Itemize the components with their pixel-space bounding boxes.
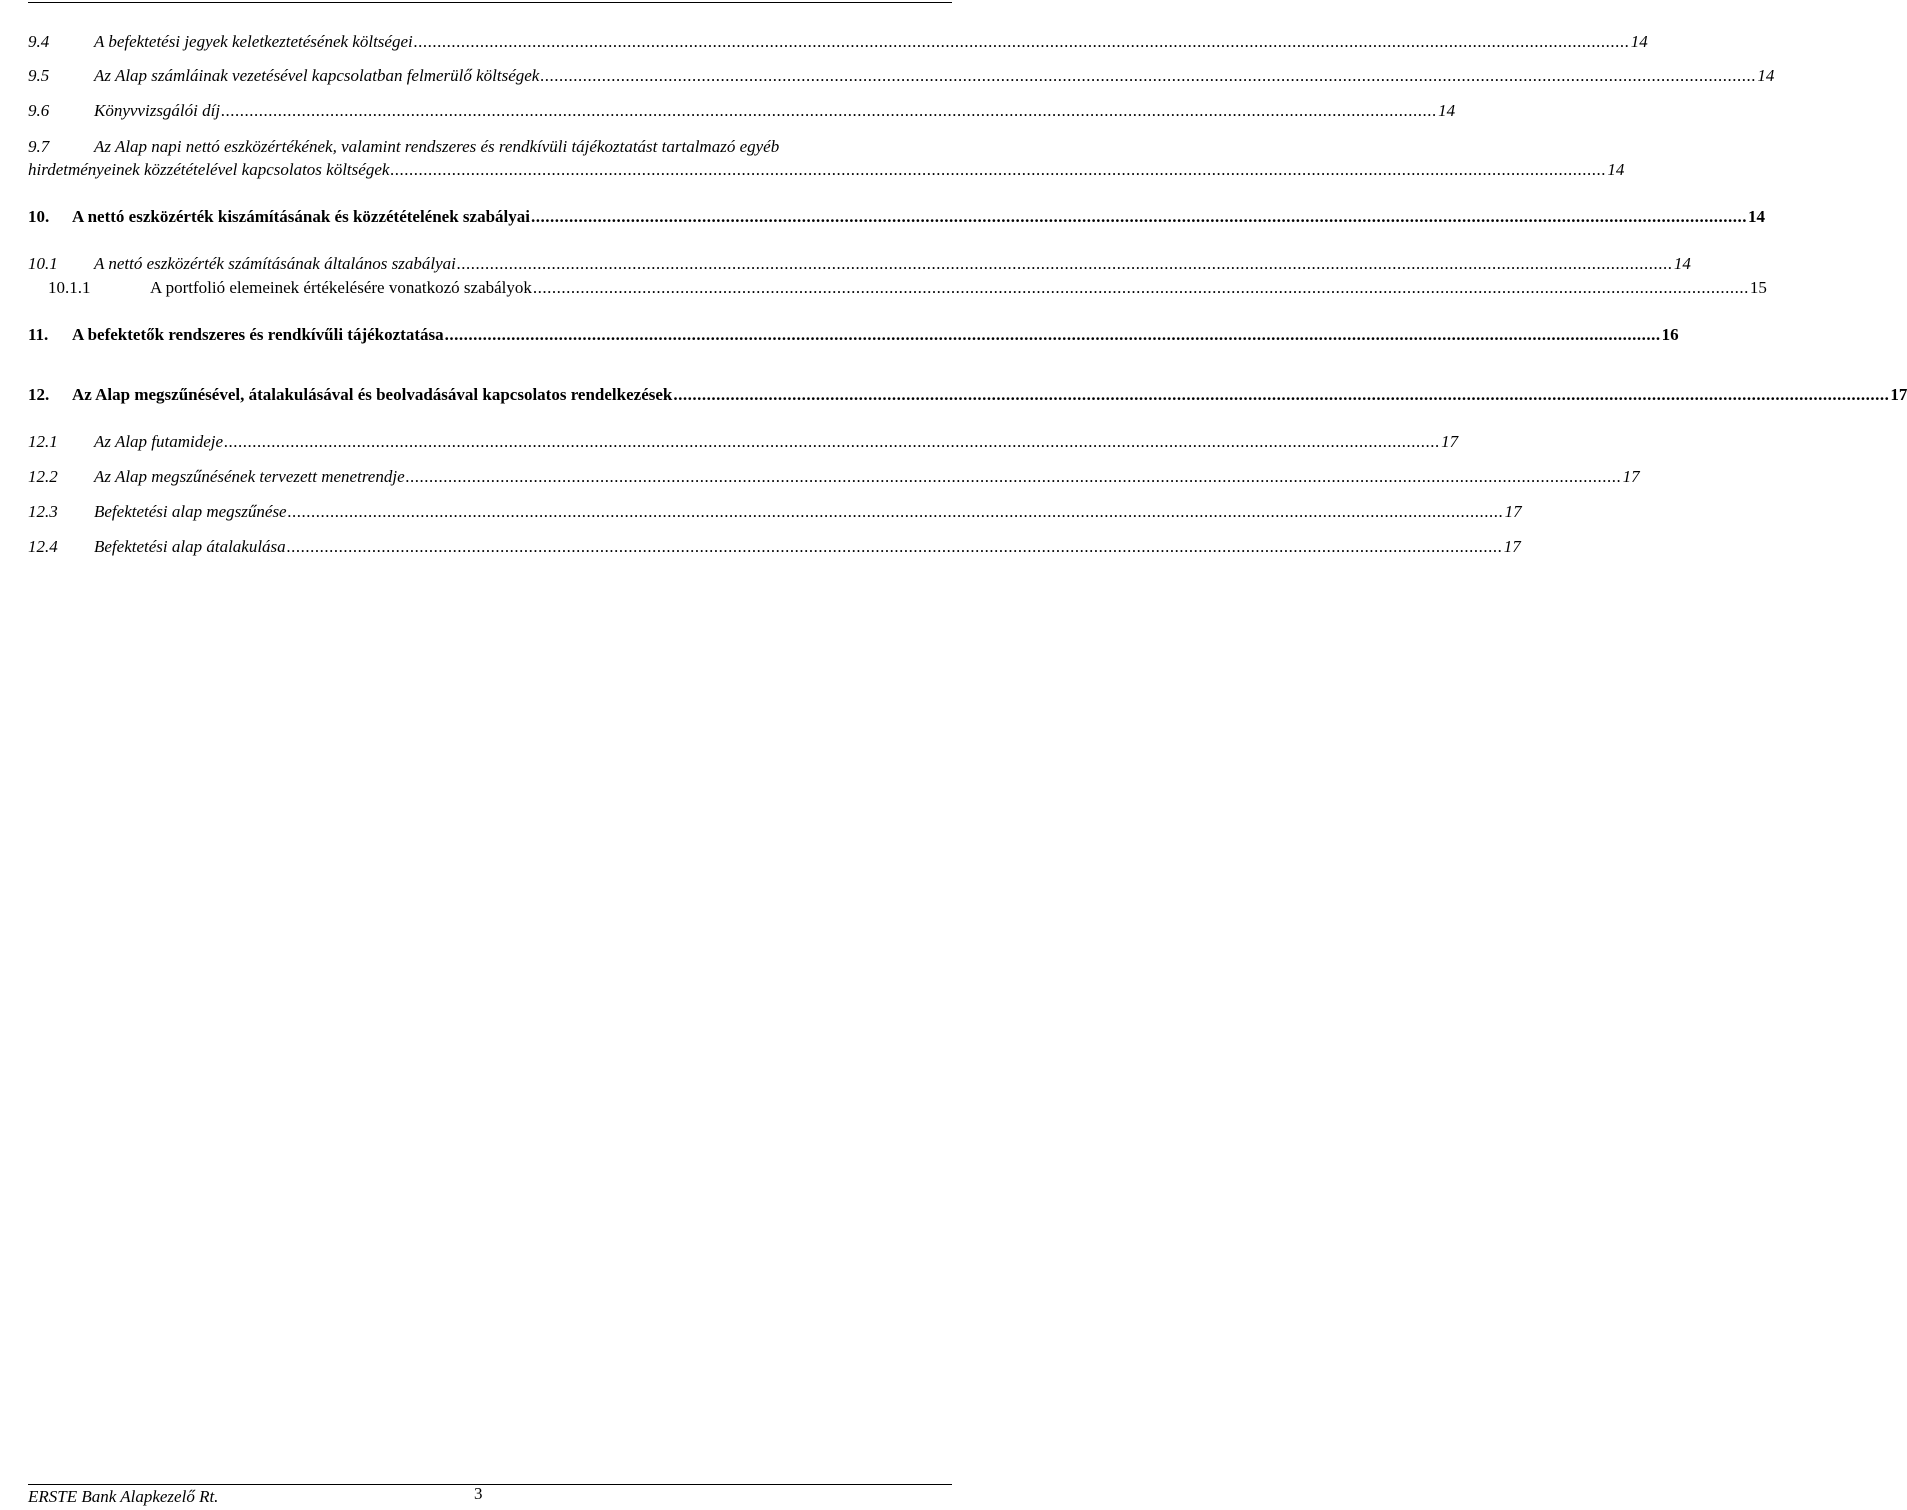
- toc-entry-9-7[interactable]: [28, 135, 1625, 181]
- toc-page: 15: [1749, 278, 1767, 297]
- toc-title: Az Alap napi nettó eszközértékének, valamint rendszeres és rendkívüli tájékoztatást tartalmazó egyéb: [94, 137, 780, 156]
- dot-leader: [445, 323, 1661, 346]
- toc-page: 17: [1441, 432, 1459, 451]
- toc-number: 11.: [28, 325, 49, 344]
- dot-leader: [406, 465, 1622, 488]
- toc-number: 9.4: [28, 32, 50, 51]
- toc-page: 17: [1503, 537, 1521, 556]
- dot-leader: [414, 30, 1630, 53]
- toc-title: A portfolió elemeinek értékelésére vonatkozó szabályok: [150, 278, 532, 297]
- toc-number: 12.3: [28, 502, 58, 521]
- toc-page: 14: [1438, 101, 1456, 120]
- toc-entry-9-4[interactable]: [28, 30, 1648, 53]
- dot-leader: [457, 252, 1673, 275]
- dot-leader: [287, 535, 1503, 558]
- footer-rule: [28, 1484, 952, 1485]
- toc-entry-12-4[interactable]: [28, 535, 1521, 558]
- toc-title-continued: hirdetményeinek közzétételével kapcsolatos költségek: [28, 160, 390, 179]
- toc-title: Befektetési alap megszűnése: [94, 502, 287, 521]
- toc-title: Az Alap számláinak vezetésével kapcsolatban felmerülő költségek: [94, 66, 540, 85]
- toc-title: Az Alap futamideje: [94, 432, 224, 451]
- toc-entry-9-5[interactable]: [28, 64, 1775, 87]
- toc-number: 10.: [28, 207, 50, 226]
- toc-number: 12.: [28, 385, 50, 404]
- toc-number: 9.6: [28, 101, 50, 120]
- toc-page: 14: [1747, 207, 1765, 226]
- toc-title: Az Alap megszűnésének tervezett menetrendje: [94, 467, 405, 486]
- toc-title: A befektetési jegyek keletkeztetésének költségei: [94, 32, 413, 51]
- toc-entry-10-1[interactable]: [28, 252, 1691, 275]
- dot-leader: [224, 430, 1440, 453]
- toc-number: 12.4: [28, 537, 58, 556]
- toc-number: 12.1: [28, 432, 58, 451]
- toc-number: 9.5: [28, 66, 50, 85]
- toc-entry-12-1[interactable]: [28, 430, 1459, 453]
- toc-number: 12.2: [28, 467, 58, 486]
- toc-title: A nettó eszközérték számításának általános szabályai: [94, 254, 456, 273]
- toc-number: 10.1.1: [48, 278, 91, 297]
- toc-entry-12-2[interactable]: [28, 465, 1640, 488]
- toc-title: Az Alap megszűnésével, átalakulásával és beolvadásával kapcsolatos rendelkezések: [72, 385, 673, 404]
- toc-entry-10[interactable]: [28, 205, 1765, 228]
- toc-page: 14: [1673, 254, 1691, 273]
- dot-leader: [533, 276, 1749, 299]
- dot-leader: [221, 99, 1437, 122]
- toc-page: 17: [1504, 502, 1522, 521]
- footer-page-number: 3: [474, 1484, 483, 1503]
- toc-page: 17: [1622, 467, 1640, 486]
- toc-entry-9-6[interactable]: [28, 99, 1456, 122]
- toc-page: 16: [1661, 325, 1679, 344]
- footer-company: ERSTE Bank Alapkezelő Rt.: [28, 1487, 219, 1506]
- toc-entry-10-1-1[interactable]: [48, 276, 1767, 299]
- dot-leader: [673, 383, 1889, 406]
- top-rule: [28, 2, 952, 3]
- dot-leader: [288, 500, 1504, 523]
- toc-entry-11[interactable]: [28, 323, 1679, 346]
- toc-page: 14: [1607, 160, 1625, 179]
- dot-leader: [540, 64, 1756, 87]
- toc-page: 17: [1890, 385, 1907, 404]
- dot-leader: [531, 205, 1747, 228]
- toc-page: 14: [1757, 66, 1775, 85]
- toc-title: A befektetők rendszeres és rendkívűli tájékoztatása: [72, 325, 444, 344]
- toc-number: 9.7: [28, 137, 50, 156]
- toc-title: Könyvvizsgálói díj: [94, 101, 221, 120]
- toc-number: 10.1: [28, 254, 58, 273]
- toc-page: 14: [1630, 32, 1648, 51]
- dot-leader: [390, 158, 1606, 181]
- toc-title: Befektetési alap átalakulása: [94, 537, 286, 556]
- toc-title: A nettó eszközérték kiszámításának és közzétételének szabályai: [72, 207, 530, 226]
- toc-entry-12[interactable]: [28, 383, 1907, 406]
- toc-entry-12-3[interactable]: [28, 500, 1522, 523]
